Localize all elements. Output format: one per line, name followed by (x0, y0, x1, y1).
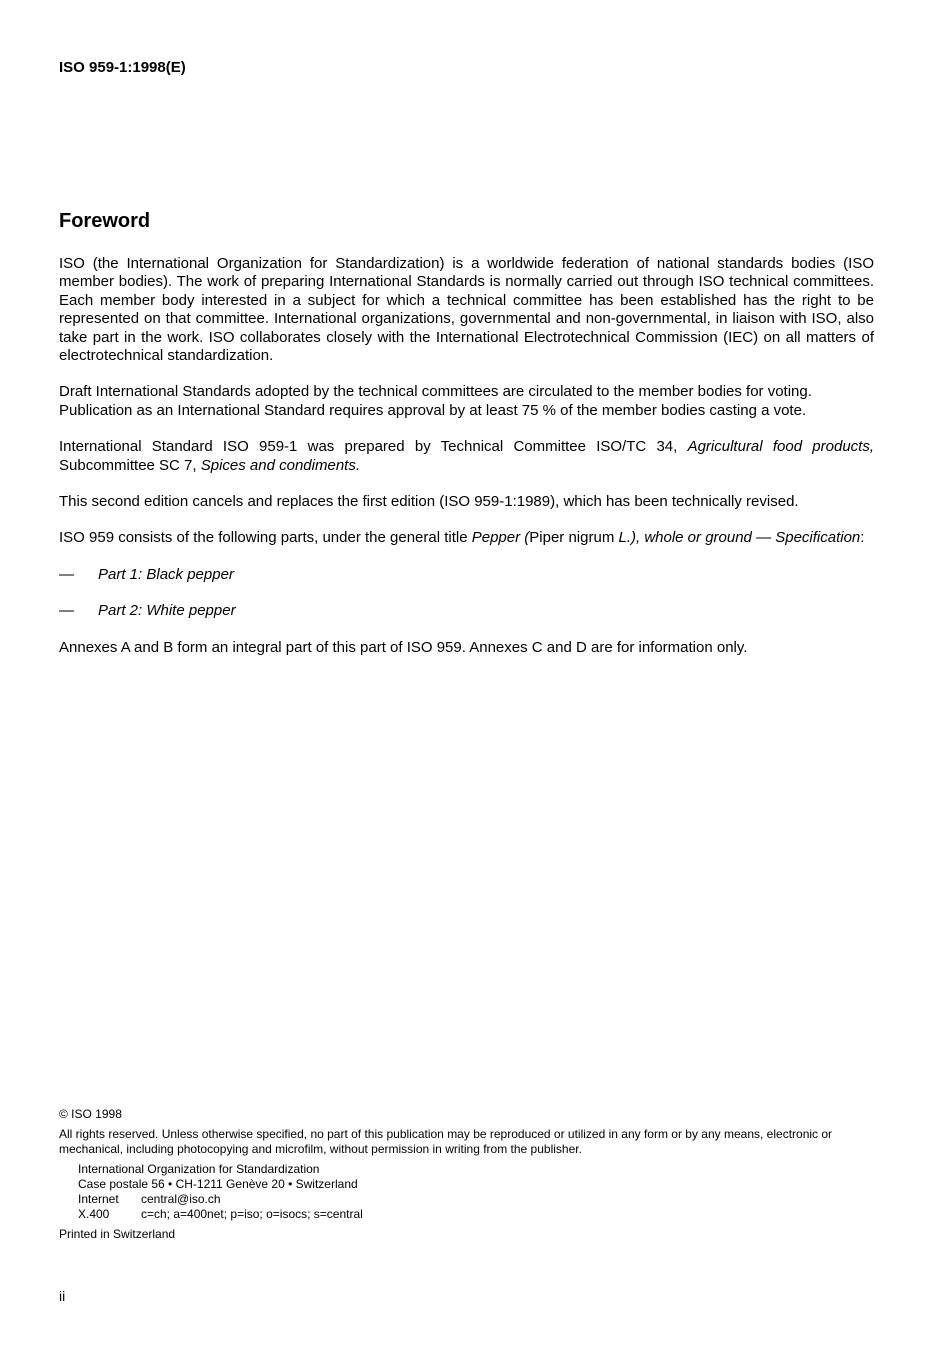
page-number: ii (59, 1288, 66, 1304)
paragraph-edition: This second edition cancels and replaces the first edition (ISO 959-1:1989), which has been technically revised. (59, 493, 799, 511)
x400-row (78, 1207, 874, 1222)
paragraph-committee (59, 438, 874, 475)
copyright-line: © ISO 1998 (59, 1107, 122, 1121)
foreword-section (59, 207, 874, 675)
parts-intro-suffix: : (860, 529, 865, 547)
list-item (59, 602, 874, 620)
parts-intro-text: ISO 959 consists of the following parts, under the general title (59, 529, 472, 547)
x400-value: c=ch; a=400net; p=iso; o=isocs; s=central (141, 1207, 363, 1221)
subcommittee-title: Spices and condiments. (200, 456, 360, 474)
subcommittee-text: Subcommittee SC 7, (59, 456, 201, 474)
postal-address: Case postale 56 • CH-1211 Genève 20 • Switzerland (78, 1177, 358, 1191)
paragraph-annexes: Annexes A and B form an integral part of this part of ISO 959. Annexes C and D are for information only. (59, 638, 748, 656)
paragraph-iso-description: ISO (the International Organization for Standardization) is a worldwide federation of national standards bodies (ISO member bodies). The work of preparing International Standards is normally carried out through ISO technical committees. Each member body interested in a subject for which a technical committee has been established has the right to be represented on that committee. International organizations, governmental and non-governmental, in liaison with ISO, also take part in the work. ISO collaborates closely with the International Electrotechnical Commission (IEC) on all matters of electrotechnical standardization. (59, 255, 874, 365)
paragraph-parts (59, 529, 874, 547)
publisher-address (59, 1162, 874, 1222)
general-title-a: Pepper ( (471, 529, 530, 547)
part-label: Part 2: White pepper (98, 602, 236, 620)
list-item (59, 566, 874, 584)
rights-statement: All rights reserved. Unless otherwise specified, no part of this publication may be reproduced or utilized in any form or by any means, electronic or mechanical, including photocopying and microfilm, without permission in writing from the publisher. (59, 1127, 833, 1156)
x400-label: X.400 (78, 1207, 110, 1221)
committee-text: International Standard ISO 959-1 was prepared by Technical Committee ISO/TC 34, (59, 438, 688, 456)
committee-title: Agricultural food products, (687, 438, 874, 456)
printed-in: Printed in Switzerland (59, 1227, 176, 1241)
document-id: ISO 959-1:1998(E) (59, 59, 186, 76)
part-label: Part 1: Black pepper (98, 565, 234, 583)
general-title-latin: Piper nigrum (529, 529, 619, 547)
internet-row (78, 1192, 874, 1207)
internet-value: central@iso.ch (141, 1192, 221, 1206)
general-title-c: L.), whole or ground — Specification (618, 529, 861, 547)
copyright-footer (59, 1107, 874, 1242)
internet-label: Internet (78, 1192, 119, 1206)
list-dash: — (59, 565, 74, 583)
section-title: Foreword (59, 210, 151, 232)
list-dash: — (59, 602, 74, 620)
org-name: International Organization for Standardization (78, 1162, 320, 1176)
paragraph-draft-standards: Draft International Standards adopted by the technical committees are circulated to the member bodies for voting. Publication as an International Standard requires approval by at least 75 % of the member bodies casting a vote. (59, 383, 812, 419)
